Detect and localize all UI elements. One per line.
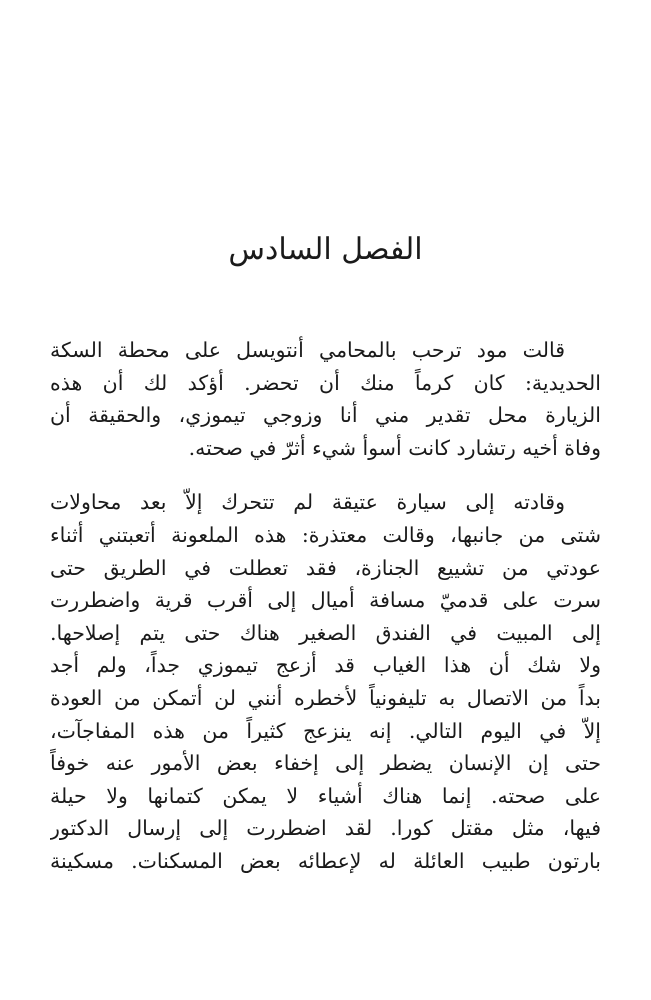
text-line: إلاّ في اليوم التالي. إنه ينزعج كثيراً من هذه المفاجآت، (50, 718, 601, 743)
text-line: على صحته. إنما هناك أشياء لا يمكن كتمانها ولا حيلة (50, 783, 601, 808)
text-line: بداً من الاتصال به تليفونياً لأخطره أنني لن أتمكن من العودة (50, 685, 601, 710)
text-line: شتى من جانبها، وقالت معتذرة: هذه الملعونة أتعبتني أثناء (50, 522, 601, 547)
text-line: الحديدية: كان كرماً منك أن تحضر. أؤكد لك أن هذه (50, 370, 601, 395)
text-line: وفاة أخيه رتشارد كانت أسوأ شيء أثرّ في صحته. (188, 435, 601, 460)
paragraph-1 (50, 334, 601, 464)
text-line: ولا شك أن هذا الغياب قد أزعج تيموزي جداً، ولم أجد (50, 653, 601, 678)
text-line: إلى المبيت في الفندق الصغير هناك حتى يتم إصلاحها. (50, 620, 601, 645)
paragraph-2 (50, 486, 601, 877)
chapter-body (50, 334, 601, 900)
text-line: فيها، مثل مقتل كورا. لقد اضطررت إلى إرسال الدكتور (50, 816, 601, 841)
text-line: بارتون طبيب العائلة له لإعطائه بعض المسكنات. مسكينة (50, 848, 601, 873)
text-line: سرت على قدميّ مسافة أميال إلى أقرب قرية واضطررت (50, 588, 601, 613)
text-line: الزيارة محل تقدير مني أنا وزوجي تيموزي، والحقيقة أن (50, 403, 601, 428)
text-line: قالت مود ترحب بالمحامي أنتويسل على محطة السكة (50, 338, 565, 362)
text-line: عودتي من تشييع الجنازة، فقد تعطلت في الطريق حتى (50, 555, 601, 580)
text-line: حتى إن الإنسان يضطر إلى إخفاء بعض الأمور عنه خوفاً (50, 751, 601, 776)
text-line: وقادته إلى سيارة عتيقة لم تتحرك إلاّ بعد محاولات (50, 490, 565, 515)
chapter-title: الفصل السادس (228, 232, 423, 267)
